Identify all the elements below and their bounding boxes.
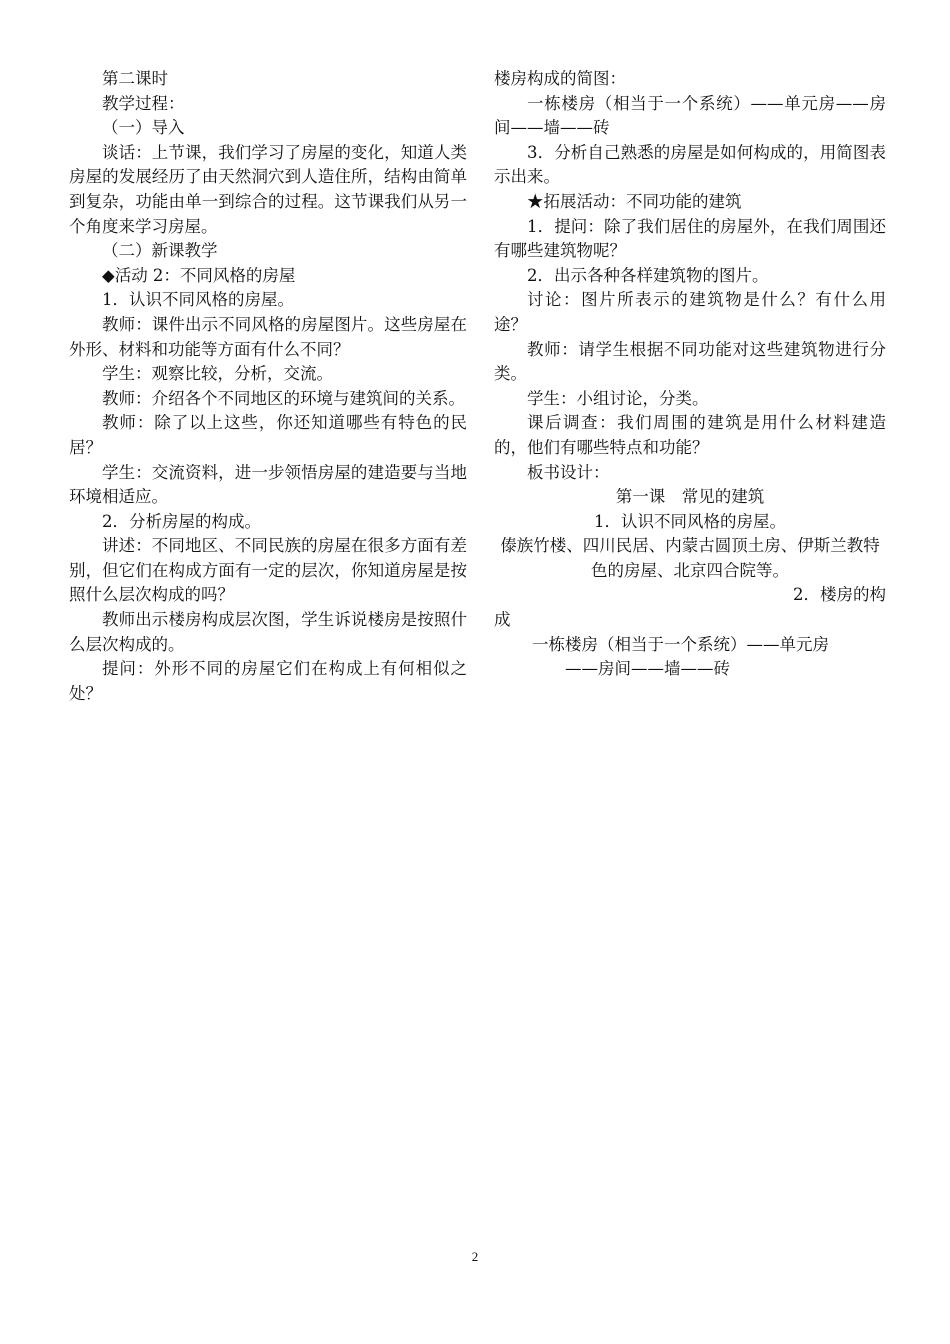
paragraph: 1．提问：除了我们居住的房屋外，在我们周围还有哪些建筑物呢？	[494, 216, 886, 261]
paragraph: 板书设计：	[527, 462, 610, 482]
paragraph: 讲述：不同地区、不同民族的房屋在很多方面有差别，但它们在构成方面有一定的层次，你知道房屋是按照什么层次构成的吗？	[69, 536, 467, 605]
paragraph: 1．认识不同风格的房屋。	[102, 290, 294, 310]
paragraph: 学生：小组讨论，分类。	[527, 388, 709, 408]
board-title: 第一课 常见的建筑	[615, 487, 765, 507]
paragraph: 讨论：图片所表示的建筑物是什么？有什么用途？	[494, 290, 886, 334]
right-column	[494, 67, 886, 682]
paragraph: ★拓展活动：不同功能的建筑	[527, 191, 742, 211]
paragraph: （一）导入	[102, 118, 185, 138]
paragraph: 学生：交流资料，进一步领悟房屋的建造要与当地环境相适应。	[69, 462, 467, 507]
paragraph: ——房间——墙——砖	[564, 659, 730, 679]
paragraph: 3．分析自己熟悉的房屋是如何构成的，用简图表示出来。	[494, 142, 886, 187]
paragraph: 提问：外形不同的房屋它们在构成上有何相似之处？	[69, 659, 467, 703]
paragraph: （二）新课教学	[102, 241, 218, 261]
paragraph: 1．认识不同风格的房屋。	[594, 511, 786, 531]
paragraph: 楼房构成的简图：	[494, 69, 626, 88]
paragraph: 傣族竹楼、四川民居、内蒙古圆顶土房、伊斯兰教特色的房屋、北京四合院等。	[500, 536, 880, 580]
paragraph: 学生：观察比较，分析，交流。	[102, 364, 333, 384]
paragraph: 2．楼房的构	[793, 585, 886, 605]
paragraph: 一栋楼房（相当于一个系统）——单元房——房间——墙——砖	[494, 93, 886, 138]
paragraph: 2．出示各种各样建筑物的图片。	[527, 265, 769, 285]
page-number: 2	[471, 1249, 479, 1264]
left-column	[69, 67, 467, 706]
paragraph: 一栋楼房（相当于一个系统）——单元房	[531, 634, 829, 654]
paragraph: 教师：除了以上这些，你还知道哪些有特色的民居？	[69, 413, 467, 457]
paragraph: 谈话：上节课，我们学习了房屋的变化，知道人类房屋的发展经历了由天然洞穴到人造住所，结构由简单到复杂，功能由单一到综合的过程。这节课我们从另一个角度来学习房屋。	[69, 142, 467, 236]
paragraph: 教学过程：	[102, 93, 185, 113]
paragraph: 2．分析房屋的构成。	[102, 511, 261, 531]
paragraph: 第二课时	[102, 69, 168, 88]
paragraph: 成	[494, 610, 511, 630]
paragraph: 教师出示楼房构成层次图，学生诉说楼房是按照什么层次构成的。	[69, 610, 467, 654]
paragraph: ◆活动 2：不同风格的房屋	[102, 265, 296, 285]
paragraph: 课后调查：我们周围的建筑是用什么材料建造的，他们有哪些特点和功能？	[494, 413, 886, 457]
paragraph: 教师：课件出示不同风格的房屋图片。这些房屋在外形、材料和功能等方面有什么不同？	[69, 314, 467, 359]
paragraph: 教师：请学生根据不同功能对这些建筑物进行分类。	[494, 339, 886, 384]
paragraph: 教师：介绍各个不同地区的环境与建筑间的关系。	[102, 388, 465, 408]
